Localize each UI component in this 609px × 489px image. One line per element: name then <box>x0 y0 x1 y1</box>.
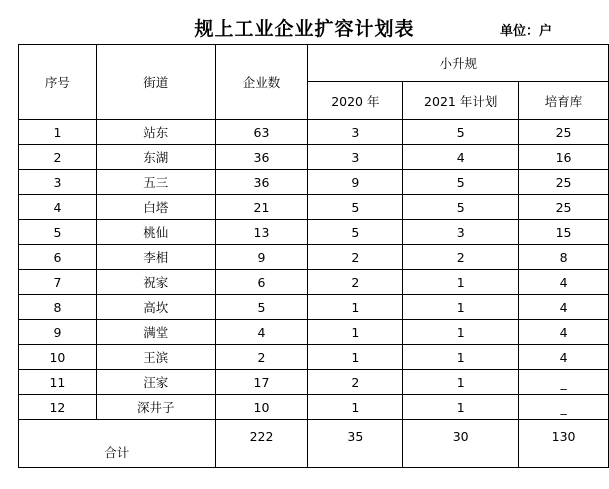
cell-seq: 10 <box>19 345 97 370</box>
cell-2021-plan: 5 <box>403 170 519 195</box>
total-nursery: 130 <box>519 420 609 468</box>
cell-enterprise-count: 10 <box>215 395 308 420</box>
cell-nursery: 25 <box>519 170 609 195</box>
cell-enterprise-count: 6 <box>215 270 308 295</box>
cell-nursery: 4 <box>519 270 609 295</box>
cell-2021-plan: 5 <box>403 120 519 145</box>
header-2020: 2020 年 <box>308 82 403 120</box>
table-row <box>19 320 609 345</box>
cell-street: 五三 <box>96 170 215 195</box>
header-street: 街道 <box>96 45 215 120</box>
cell-nursery: 25 <box>519 195 609 220</box>
cell-2020: 5 <box>308 195 403 220</box>
cell-seq: 1 <box>19 120 97 145</box>
cell-2020: 9 <box>308 170 403 195</box>
cell-2020: 3 <box>308 145 403 170</box>
total-2021-plan: 30 <box>403 420 519 468</box>
cell-nursery: 16 <box>519 145 609 170</box>
cell-nursery: 25 <box>519 120 609 145</box>
total-2020: 35 <box>308 420 403 468</box>
cell-2021-plan: 1 <box>403 370 519 395</box>
cell-enterprise-count: 5 <box>215 295 308 320</box>
cell-2021-plan: 1 <box>403 270 519 295</box>
cell-nursery: 4 <box>519 295 609 320</box>
table-row <box>19 370 609 395</box>
cell-2021-plan: 5 <box>403 195 519 220</box>
cell-nursery: 8 <box>519 245 609 270</box>
table-row <box>19 345 609 370</box>
cell-enterprise-count: 9 <box>215 245 308 270</box>
cell-enterprise-count: 21 <box>215 195 308 220</box>
cell-nursery: 4 <box>519 345 609 370</box>
cell-street: 站东 <box>96 120 215 145</box>
cell-2020: 3 <box>308 120 403 145</box>
cell-seq: 8 <box>19 295 97 320</box>
cell-seq: 12 <box>19 395 97 420</box>
cell-enterprise-count: 2 <box>215 345 308 370</box>
cell-2021-plan: 1 <box>403 345 519 370</box>
table-row <box>19 270 609 295</box>
cell-street: 汪家 <box>96 370 215 395</box>
total-count: 222 <box>215 420 308 468</box>
cell-enterprise-count: 13 <box>215 220 308 245</box>
cell-2021-plan: 1 <box>403 395 519 420</box>
total-label: 合计 <box>19 420 216 468</box>
cell-nursery: 15 <box>519 220 609 245</box>
expansion-plan-table <box>18 44 609 468</box>
header-seq: 序号 <box>19 45 97 120</box>
cell-enterprise-count: 36 <box>215 170 308 195</box>
total-row <box>19 420 609 468</box>
cell-2020: 5 <box>308 220 403 245</box>
header-2021-plan: 2021 年计划 <box>403 82 519 120</box>
cell-street: 深井子 <box>96 395 215 420</box>
table-row <box>19 220 609 245</box>
cell-2020: 2 <box>308 245 403 270</box>
cell-street: 王滨 <box>96 345 215 370</box>
cell-enterprise-count: 36 <box>215 145 308 170</box>
cell-seq: 5 <box>19 220 97 245</box>
cell-seq: 11 <box>19 370 97 395</box>
cell-street: 东湖 <box>96 145 215 170</box>
cell-enterprise-count: 4 <box>215 320 308 345</box>
unit-label: 单位：户 <box>500 24 553 39</box>
cell-2020: 1 <box>308 320 403 345</box>
cell-street: 李相 <box>96 245 215 270</box>
cell-2020: 1 <box>308 345 403 370</box>
cell-street: 满堂 <box>96 320 215 345</box>
cell-nursery: _ <box>519 370 609 395</box>
table-row <box>19 395 609 420</box>
cell-seq: 6 <box>19 245 97 270</box>
cell-street: 白塔 <box>96 195 215 220</box>
cell-2021-plan: 3 <box>403 220 519 245</box>
table-row <box>19 195 609 220</box>
cell-seq: 7 <box>19 270 97 295</box>
cell-2020: 2 <box>308 270 403 295</box>
header-group-upgrade: 小升规 <box>308 45 609 82</box>
cell-seq: 3 <box>19 170 97 195</box>
cell-street: 桃仙 <box>96 220 215 245</box>
cell-2020: 1 <box>308 295 403 320</box>
cell-seq: 2 <box>19 145 97 170</box>
table-row <box>19 295 609 320</box>
cell-nursery: _ <box>519 395 609 420</box>
header-nursery: 培育库 <box>519 82 609 120</box>
cell-enterprise-count: 63 <box>215 120 308 145</box>
cell-nursery: 4 <box>519 320 609 345</box>
cell-street: 祝家 <box>96 270 215 295</box>
cell-2021-plan: 2 <box>403 245 519 270</box>
cell-2021-plan: 1 <box>403 295 519 320</box>
cell-street: 高坎 <box>96 295 215 320</box>
table-row <box>19 245 609 270</box>
cell-2021-plan: 1 <box>403 320 519 345</box>
table-row <box>19 120 609 145</box>
table-row <box>19 145 609 170</box>
page-title: 规上工业企业扩容计划表 <box>194 18 415 40</box>
cell-2020: 2 <box>308 370 403 395</box>
cell-seq: 9 <box>19 320 97 345</box>
header-row <box>19 45 609 82</box>
table-row <box>19 170 609 195</box>
cell-enterprise-count: 17 <box>215 370 308 395</box>
cell-2021-plan: 4 <box>403 145 519 170</box>
cell-2020: 1 <box>308 395 403 420</box>
header-enterprise-count: 企业数 <box>215 45 308 120</box>
cell-seq: 4 <box>19 195 97 220</box>
